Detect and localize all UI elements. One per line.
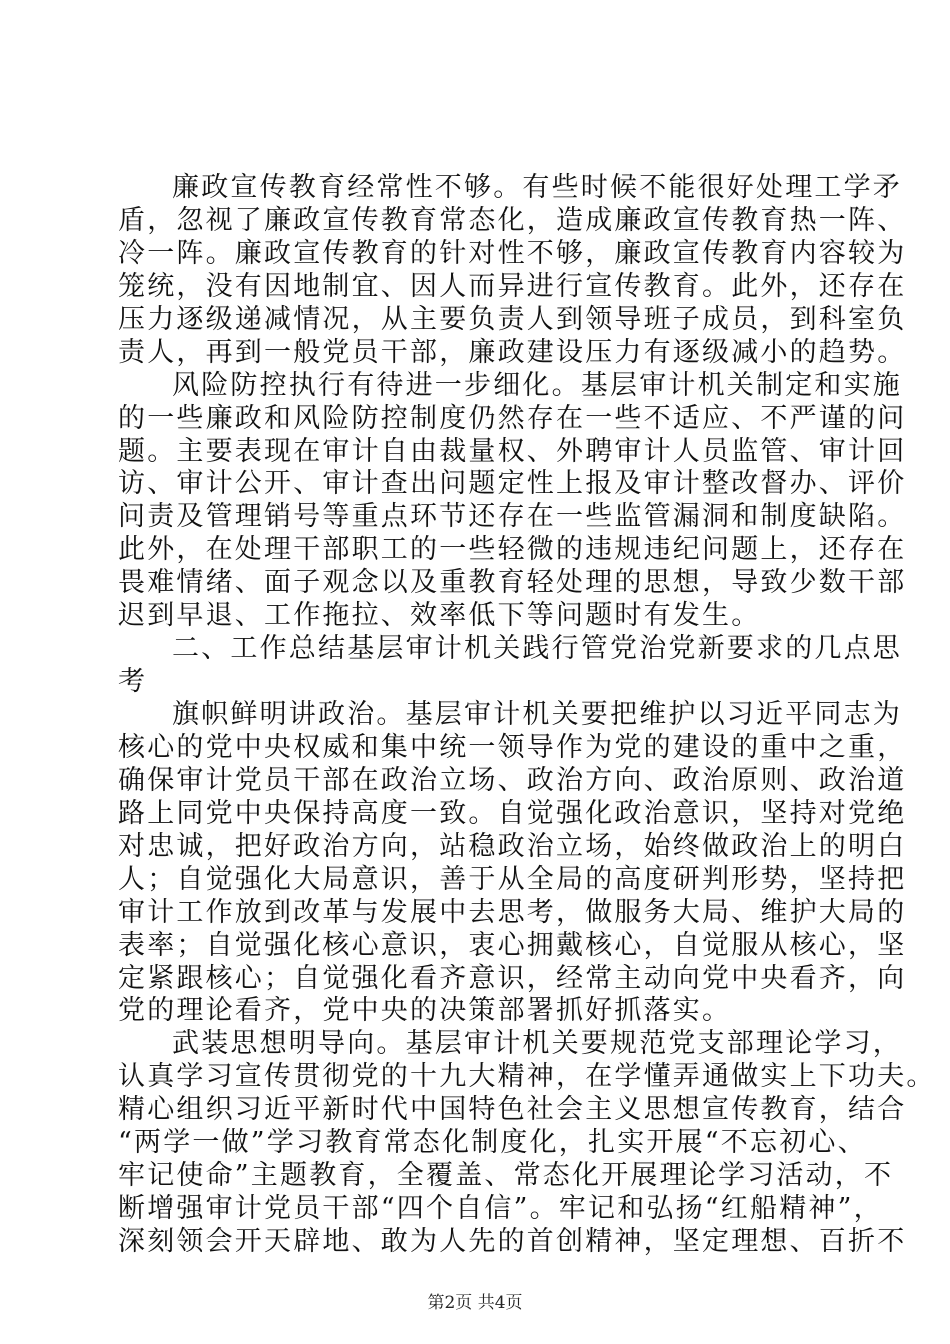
text-line: 定紧跟核心；自觉强化看齐意识，经常主动向党中央看齐，向 [118, 962, 907, 994]
text-line: “两学一做”学习教育常态化制度化，扎实开展“不忘初心、 [118, 1127, 867, 1159]
text-line: 冷一阵。廉政宣传教育的针对性不够，廉政宣传教育内容较为 [118, 237, 907, 269]
text-line: 旗帜鲜明讲政治。基层审计机关要把维护以习近平同志为 [172, 699, 902, 730]
text-line: 审计工作放到改革与发展中去思考，做服务大局、维护大局的 [118, 896, 907, 928]
page-number-footer: 第2页 共4页 [427, 1293, 523, 1313]
section-heading: 二、工作总结基层审计机关践行管党治党新要求的几点思 [172, 633, 902, 665]
text-line: 党的理论看齐，党中央的决策部署抓好抓落实。 [118, 995, 732, 1027]
text-line: 认真学习宣传贯彻党的十九大精神，在学懂弄通做实上下功夫。 [118, 1061, 936, 1093]
text-line: 畏难情绪、面子观念以及重教育轻处理的思想，导致少数干部 [118, 567, 907, 599]
text-line: 此外，在处理干部职工的一些轻微的违规违纪问题上，还存在 [118, 534, 907, 566]
text-line: 人；自觉强化大局意识，善于从全局的高度研判形势，坚持把 [118, 863, 907, 895]
section-heading-continued: 考 [118, 666, 148, 698]
text-line: 深刻领会开天辟地、敢为人先的首创精神，坚定理想、百折不 [118, 1226, 907, 1257]
text-line: 对忠诚，把好政治方向，站稳政治立场，始终做政治上的明白 [118, 830, 907, 862]
text-line: 确保审计党员干部在政治立场、政治方向、政治原则、政治道 [118, 764, 907, 796]
text-line: 风险防控执行有待进一步细化。基层审计机关制定和实施 [172, 369, 902, 401]
text-line: 压力逐级递减情况，从主要负责人到领导班子成员，到科室负 [118, 303, 907, 335]
text-line: 牢记使命”主题教育，全覆盖、常态化开展理论学习活动，不 [118, 1160, 894, 1192]
text-line: 笼统，没有因地制宜、因人而异进行宣传教育。此外，还存在 [118, 270, 907, 302]
text-line: 盾，忽视了廉政宣传教育常态化，造成廉政宣传教育热一阵、 [118, 204, 907, 236]
text-line: 路上同党中央保持高度一致。自觉强化政治意识，坚持对党绝 [118, 797, 907, 829]
text-line: 廉政宣传教育经常性不够。有些时候不能很好处理工学矛 [172, 172, 902, 203]
text-line: 访、审计公开、审计查出问题定性上报及审计整改督办、评价 [118, 468, 907, 500]
text-line: 断增强审计党员干部“四个自信”。牢记和弘扬“红船精神”， [118, 1193, 883, 1225]
text-line: 的一些廉政和风险防控制度仍然存在一些不适应、不严谨的问 [118, 402, 907, 434]
text-line: 精心组织习近平新时代中国特色社会主义思想宣传教育，结合 [118, 1094, 907, 1126]
text-line: 核心的党中央权威和集中统一领导作为党的建设的重中之重， [118, 731, 907, 763]
text-line: 表率；自觉强化核心意识，衷心拥戴核心，自觉服从核心，坚 [118, 929, 907, 961]
text-line: 武装思想明导向。基层审计机关要规范党支部理论学习， [172, 1028, 902, 1060]
text-line: 迟到早退、工作拖拉、效率低下等问题时有发生。 [118, 600, 761, 632]
text-line: 题。主要表现在审计自由裁量权、外聘审计人员监管、审计回 [118, 435, 907, 467]
text-line: 责人，再到一般党员干部，廉政建设压力有逐级减小的趋势。 [118, 336, 907, 368]
text-line: 问责及管理销号等重点环节还存在一些监管漏洞和制度缺陷。 [118, 501, 907, 533]
